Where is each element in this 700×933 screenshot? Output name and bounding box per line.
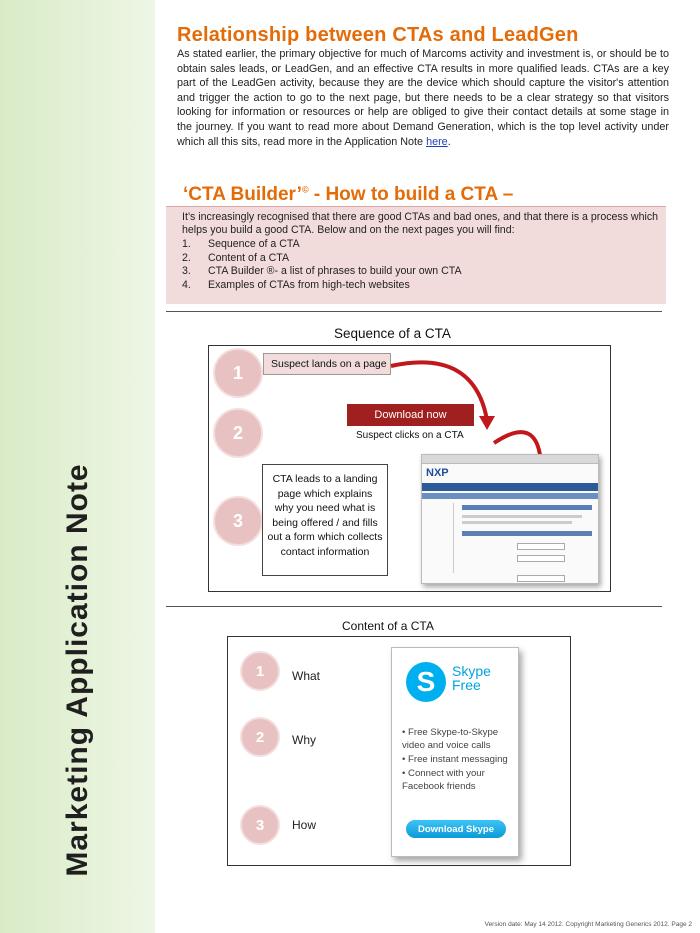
browser-bar <box>422 455 598 464</box>
form-field <box>517 543 565 550</box>
step1-callout: Suspect lands on a page <box>263 353 391 375</box>
step2-text: Suspect clicks on a CTA <box>356 430 464 441</box>
figure1-frame <box>208 345 611 592</box>
list-item: • Connect with your Facebook friends <box>402 768 485 792</box>
form-field <box>517 555 565 562</box>
skype-brand: Skype <box>452 663 491 679</box>
list-item: • Free instant messaging <box>402 754 508 765</box>
footer: Version date: May 14 2012. Copyright Marketing Generics 2012. Page 2 <box>484 921 692 928</box>
step-circle: 3 <box>213 496 263 546</box>
step-circle: 1 <box>240 651 280 691</box>
summary-box <box>166 206 666 304</box>
step-label: What <box>292 669 321 683</box>
list-text: CTA Builder ®- a list of phrases to build your own CTA <box>208 265 462 277</box>
here-link[interactable]: here <box>426 135 448 148</box>
form-header <box>462 505 592 510</box>
list-item: • Free Skype-to-Skype video and voice calls <box>402 727 499 751</box>
summary-lead: It’s increasingly recognised that there are good CTAs and bad ones, and that there is a process which helps you build a good CTA. Below and on the next pages you will find: <box>182 211 659 236</box>
page-content <box>155 0 700 933</box>
skype-cta-example <box>391 647 519 857</box>
sidebar <box>0 0 155 933</box>
list-text: Content of a CTA <box>208 251 290 264</box>
step-label: Why <box>292 733 316 747</box>
section1-body-text: As stated earlier, the primary objective for much of Marcoms activity and investment is, or should be to obtain sales leads, or LeadGen, and an effective CTA results in more qualified leads. CTAs are a key part of the LeadGen activity, because they are the device which should capture the visitor's attention and trigger the action to go to the next page, but there needs to be a clear strategy so that visitors looking for information or resources or help are obliged to give their contact details at some stage in the journey. If you want to read more about Demand Generation, which is the top level activity under which all this sits, read more in the Application Note <box>177 48 669 148</box>
bullet-text: Free instant messaging <box>408 754 508 765</box>
section1-heading: Relationship between CTAs and LeadGen <box>177 24 579 46</box>
list-num: 1. <box>182 238 191 250</box>
list-text: Sequence of a CTA <box>208 238 300 250</box>
step-circle: 2 <box>213 408 263 458</box>
list-item <box>182 252 462 266</box>
landing-page-screenshot <box>421 454 599 584</box>
section2-heading-b: - How to build a CTA – <box>308 184 514 205</box>
section1-body-end: . <box>447 135 451 148</box>
step3-callout: CTA leads to a landing page which explains why you need what is being offered / and fills out a form which collects contact information <box>262 464 388 576</box>
list-num: 2. <box>182 251 191 264</box>
figure2-title: Content of a CTA <box>342 619 434 633</box>
step-label: How <box>292 818 317 832</box>
section2-heading-a: ‘CTA Builder’ <box>183 184 302 205</box>
skype-sub: Free <box>452 677 481 693</box>
skype-logo-icon: S <box>406 662 446 702</box>
step-circle: 2 <box>240 717 280 757</box>
copyright-mark: © <box>301 184 309 195</box>
figure2-frame <box>227 636 571 866</box>
step-circle: 3 <box>240 805 280 845</box>
bullet-text: Free Skype-to-Skype video and voice calls <box>402 727 499 751</box>
sidebar-title <box>0 0 155 933</box>
skype-benefits <box>402 726 514 793</box>
nav-bar <box>422 483 599 491</box>
sidebar-title-text: Marketing Application Note <box>61 463 94 877</box>
nxp-logo: NXP <box>426 467 449 479</box>
form-section <box>462 531 592 536</box>
summary-list <box>182 238 462 292</box>
text-line <box>462 515 582 518</box>
step-circle: 1 <box>213 348 263 398</box>
form-field <box>517 575 565 582</box>
figure1-title: Sequence of a CTA <box>334 326 451 341</box>
arrow-1-head <box>479 416 495 430</box>
list-num: 4. <box>182 278 191 291</box>
list-item <box>182 279 462 293</box>
side-menu <box>426 503 454 573</box>
list-item <box>182 265 462 279</box>
download-skype-button: Download Skype <box>406 820 506 838</box>
section2-heading <box>183 184 513 206</box>
section1-body <box>177 47 669 149</box>
text-line <box>462 521 572 524</box>
list-item <box>182 238 462 252</box>
divider <box>166 606 662 607</box>
divider <box>166 311 662 312</box>
download-now-button: Download now <box>347 404 474 426</box>
sub-nav-bar <box>422 493 599 499</box>
list-num: 3. <box>182 265 191 277</box>
bullet-text: Connect with your Facebook friends <box>402 768 485 792</box>
list-text: Examples of CTAs from high-tech websites <box>208 278 410 291</box>
